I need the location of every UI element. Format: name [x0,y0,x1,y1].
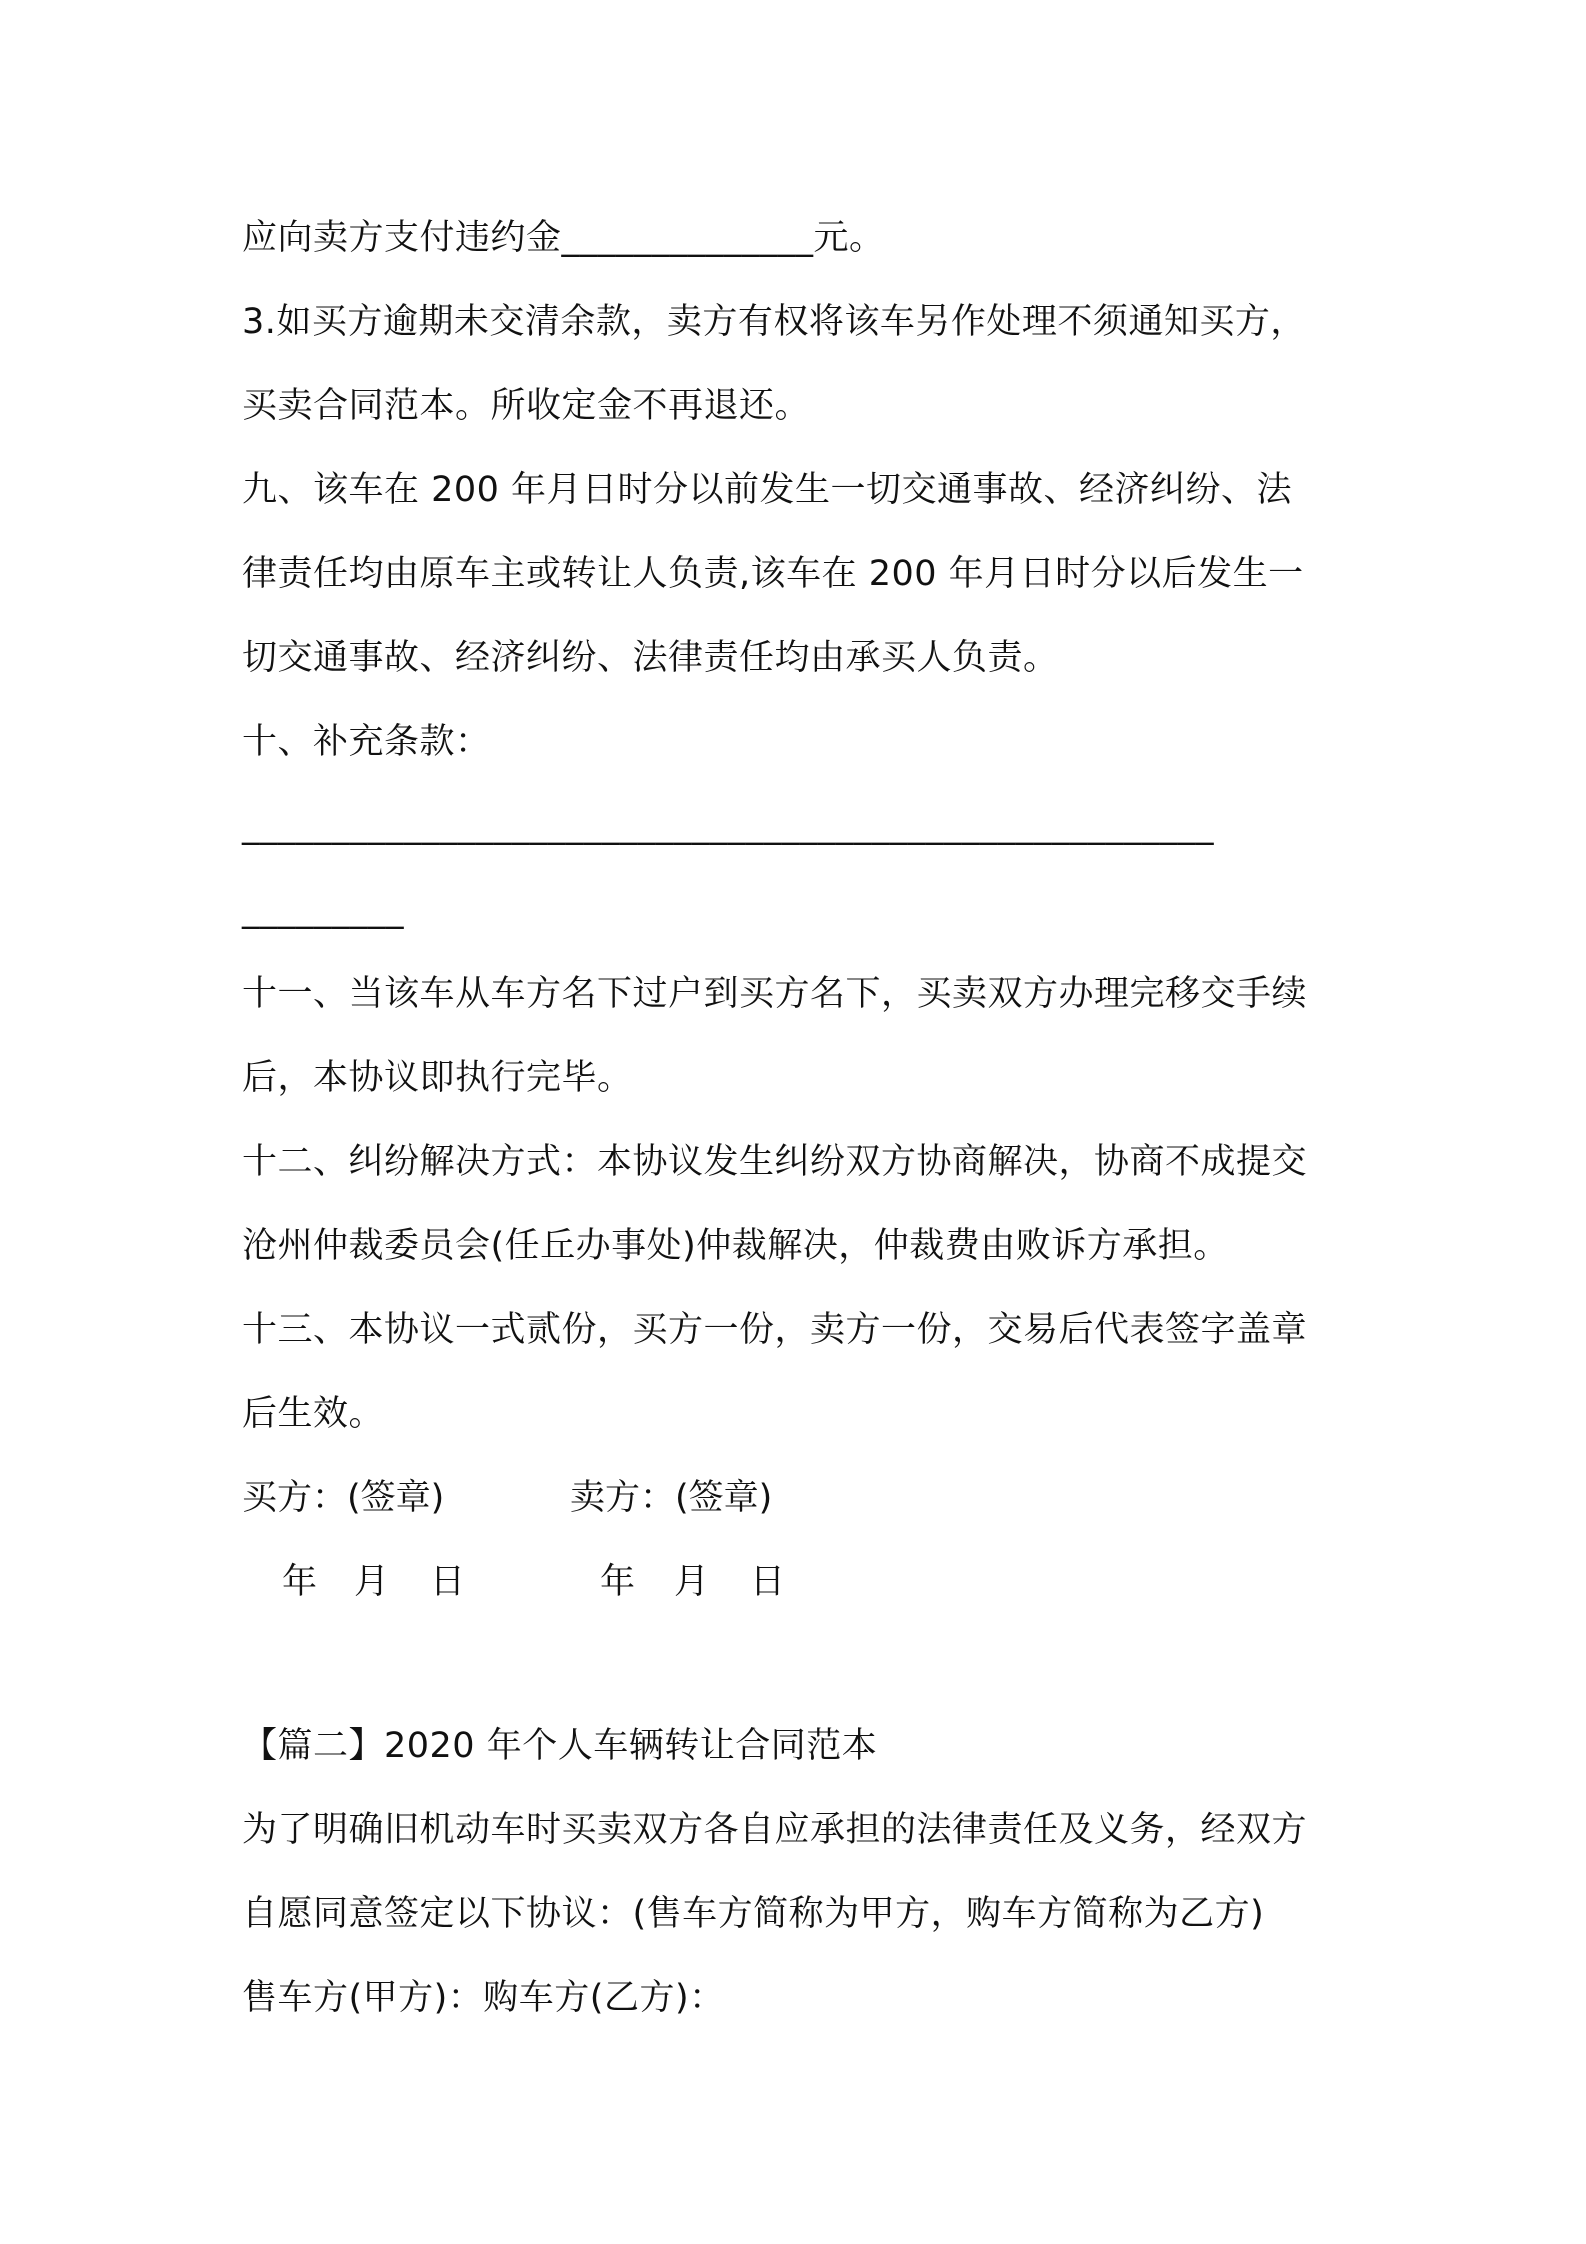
seller-date-day: 日 [750,1562,786,1602]
clause-13-line-1: 十三、本协议一式贰份，买方一份，卖方一份，交易后代表签字盖章 [242,1310,1308,1350]
seller-date-year: 年 [600,1562,636,1602]
supplement-blank-line-2: _________ [242,890,404,930]
clause-11-line-2: 后，本协议即执行完毕。 [242,1058,633,1098]
clause-9-line-2: 律责任均由原车主或转让人负责,该车在 200 年月日时分以后发生一 [242,554,1304,594]
buyer-date-month: 月 [354,1562,390,1602]
supplement-blank-line-1: ______________________________________________________ [242,806,1214,846]
document-body [242,196,1362,2040]
section-2-line-2: 自愿同意签定以下协议：(售车方简称为甲方，购车方简称为乙方) [242,1894,1265,1934]
signature-row [242,1456,1362,1540]
clause-12-line-2: 沧州仲裁委员会(任丘办事处)仲裁解决，仲裁费由败诉方承担。 [242,1226,1229,1266]
section-2-line-1: 为了明确旧机动车时买卖双方各自应承担的法律责任及义务，经双方 [242,1810,1308,1850]
clause-3-line-2: 买卖合同范本。所收定金不再退还。 [242,386,811,426]
section-spacer [242,1624,1362,1704]
clause-12-line-1: 十二、纠纷解决方式：本协议发生纠纷双方协商解决，协商不成提交 [242,1142,1308,1182]
clause-13-line-2: 后生效。 [242,1394,385,1434]
seller-signature-label: 卖方：(签章) [570,1478,773,1518]
buyer-signature-label: 买方：(签章) [242,1478,445,1518]
buyer-date-year: 年 [282,1562,318,1602]
clause-10-heading: 十、补充条款： [242,722,491,762]
section-2-line-3: 售车方(甲方)：购车方(乙方)： [242,1978,725,2018]
clause-11-line-1: 十一、当该车从车方名下过户到买方名下，买卖双方办理完移交手续 [242,974,1308,1014]
clause-9-line-1: 九、该车在 200 年月日时分以前发生一切交通事故、经济纠纷、法 [242,470,1293,510]
date-row [242,1540,1362,1624]
seller-date-month: 月 [674,1562,710,1602]
clause-3-line-1: 3.如买方逾期未交清余款，卖方有权将该车另作处理不须通知买方， [242,302,1306,342]
clause-penalty-line: 应向卖方支付违约金______________元。 [242,218,885,258]
clause-9-line-3: 切交通事故、经济纠纷、法律责任均由承买人负责。 [242,638,1059,678]
section-2-heading: 【篇二】2020 年个人车辆转让合同范本 [242,1726,878,1766]
buyer-date-day: 日 [430,1562,466,1602]
